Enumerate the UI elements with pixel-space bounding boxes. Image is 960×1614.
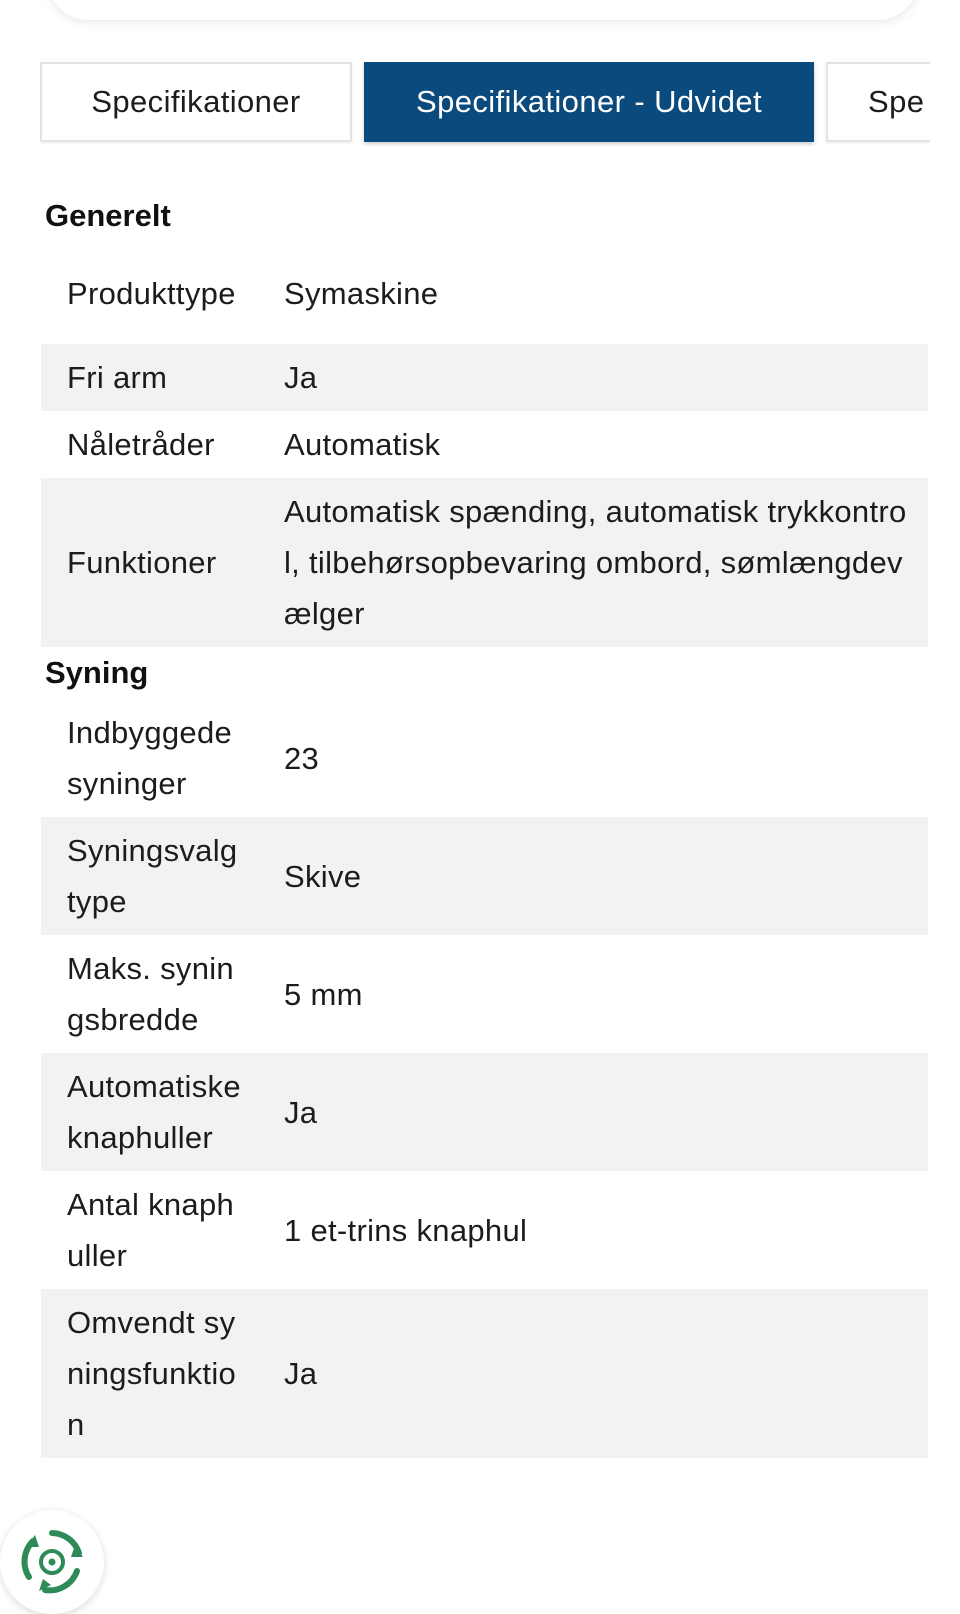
spec-label: Omvendt syningsfunktion: [67, 1305, 237, 1442]
spec-value: 23: [284, 740, 320, 776]
spec-label: Syningsvalgtype: [67, 833, 238, 919]
spec-value: 1 et-trins knaphul: [284, 1212, 528, 1248]
spec-row: [41, 1053, 928, 1171]
tab-bar: [40, 62, 930, 146]
spec-row: [41, 817, 928, 935]
spec-row: [41, 935, 928, 1053]
spec-row: [41, 1171, 928, 1289]
spec-row: [41, 242, 928, 344]
recycle-gear-icon: [17, 1527, 87, 1597]
spec-label: Funktioner: [67, 545, 217, 580]
spec-value: Automatisk spænding, automatisk trykkontrol, tilbehørsopbevaring ombord, sømlængdevælger: [284, 494, 907, 631]
spec-row: [41, 344, 928, 411]
spec-value: Ja: [284, 1094, 318, 1130]
spec-row: [41, 478, 928, 647]
tab-specifikationer[interactable]: Specifikationer: [40, 62, 352, 142]
spec-label: Produkttype: [67, 275, 236, 311]
spec-label: Antal knaphuller: [67, 1187, 235, 1273]
spec-row: [41, 1289, 928, 1458]
spec-label: Automatiske knaphuller: [67, 1069, 241, 1155]
spec-label: Fri arm: [67, 360, 168, 395]
spec-value: Symaskine: [284, 275, 439, 311]
spec-label: Nåletråder: [67, 427, 215, 462]
spec-row: [41, 699, 928, 817]
spec-value: Skive: [284, 858, 362, 894]
section-title-generelt: Generelt: [45, 198, 171, 233]
spec-value: 5 mm: [284, 976, 363, 1012]
spec-label: Indbyggede syninger: [67, 715, 233, 801]
top-card: [48, 0, 918, 20]
section-title-syning: Syning: [45, 655, 149, 690]
spec-value: Automatisk: [284, 427, 441, 462]
spec-row: [41, 411, 928, 478]
tab-specifikationer-udvidet[interactable]: Specifikationer - Udvidet: [364, 62, 814, 142]
spec-value: Ja: [284, 360, 318, 395]
spec-table: [41, 190, 928, 1458]
recycle-fab-button[interactable]: [0, 1510, 104, 1614]
tab-third-partial[interactable]: Spe: [826, 62, 930, 142]
spec-value: Ja: [284, 1356, 318, 1391]
spec-label: Maks. syningsbredde: [67, 951, 234, 1037]
